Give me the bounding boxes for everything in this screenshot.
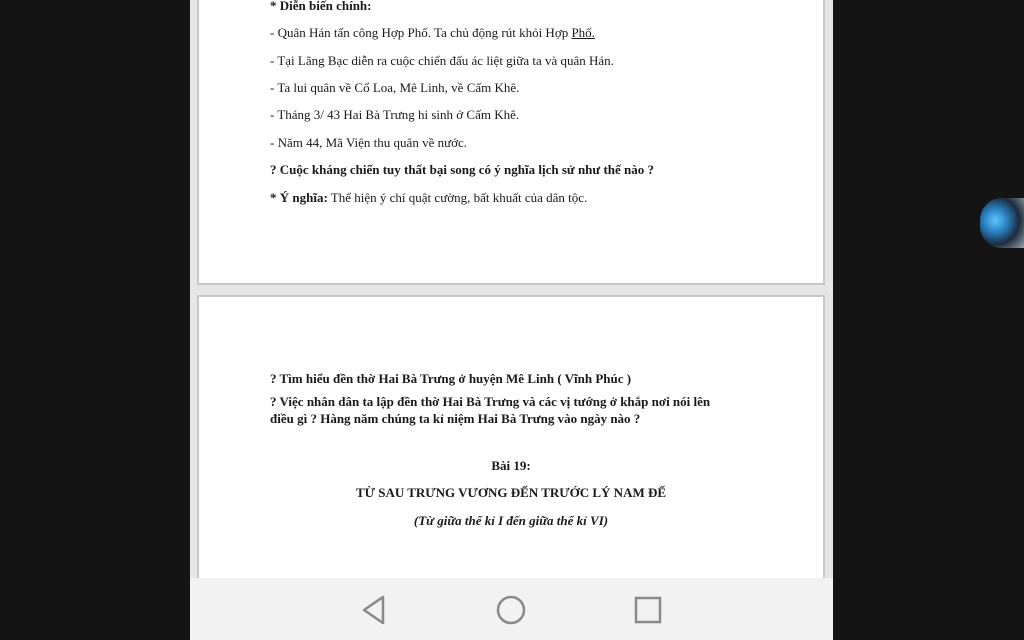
question-line: ? Tìm hiểu đền thờ Hai Bà Trưng ở huyện Mê Linh ( Vĩnh Phúc ) [270,371,632,386]
text-line: - Năm 44, Mã Viện thu quân về nước. [270,135,468,150]
lesson-number: Bài 19: [491,458,531,473]
question-line: điều gì ? Hàng năm chúng ta kỉ niệm Hai Bà Trưng vào ngày nào ? [270,411,641,426]
android-navigation-bar [190,578,833,640]
document-viewer[interactable] [190,0,833,578]
question-line: ? Việc nhân dân ta lập đền thờ Hai Bà Trưng và các vị tướng ở khắp nơi nói lên [270,394,711,409]
document-page-1 [197,0,825,285]
document-page-2 [197,295,825,578]
text-line: - Tại Lãng Bạc diễn ra cuộc chiến đấu ác liệt giữa ta và quân Hán. [270,53,614,68]
heading-dien-bien: * Diễn biến chính: [270,0,372,13]
floating-chat-avatar-icon[interactable] [980,198,1024,248]
square-recents-icon[interactable] [630,592,666,628]
text-line: - Ta lui quân về Cổ Loa, Mê Linh, về Cấm Khê. [270,80,520,95]
lesson-title: TỪ SAU TRƯNG VƯƠNG ĐẾN TRƯỚC LÝ NAM ĐẾ [355,485,667,500]
text-line: * Ý nghĩa: Thể hiện ý chí quật cường, bất khuất của dân tộc. [270,190,588,205]
text-line: - Tháng 3/ 43 Hai Bà Trưng hi sinh ở Cấm Khê. [270,107,520,122]
question-line: ? Cuộc kháng chiến tuy thất bại song có ý nghĩa lịch sử như thế nào ? [270,162,655,177]
circle-home-icon[interactable] [493,592,529,628]
lesson-subtitle: (Từ giữa thế kỉ I đến giữa thế kỉ VI) [413,513,609,528]
triangle-back-icon[interactable] [356,592,392,628]
text-line: - Quân Hán tấn công Hợp Phố. Ta chủ động rút khỏi Hợp Phố. [270,25,595,40]
